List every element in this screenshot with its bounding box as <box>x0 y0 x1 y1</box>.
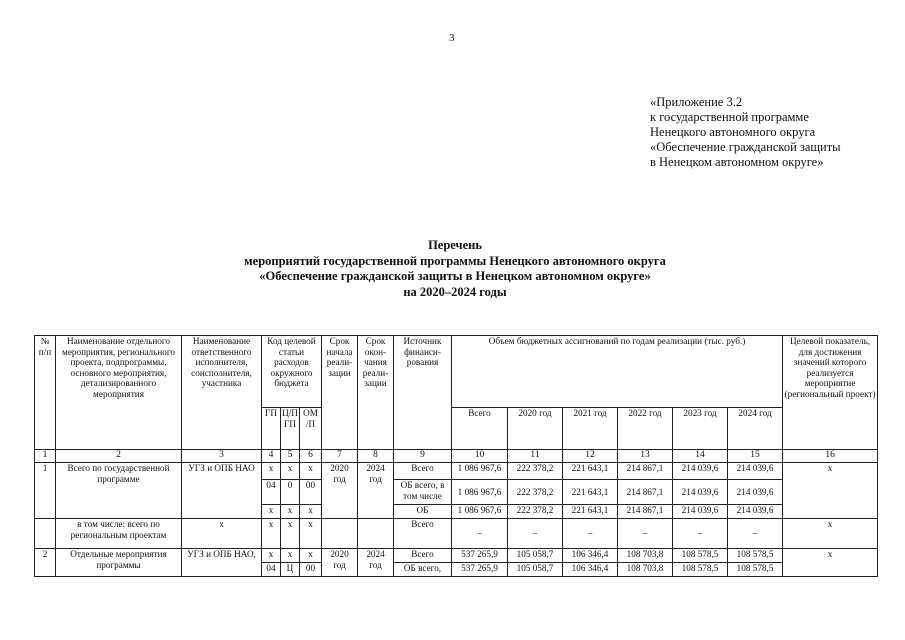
header-om: ОМ /П <box>300 408 322 450</box>
column-number: 14 <box>673 450 728 463</box>
cell-total: – <box>452 519 508 549</box>
row-executor: х <box>182 519 262 549</box>
column-number: 2 <box>56 450 182 463</box>
header-gp: ГП <box>262 408 281 450</box>
column-number: 10 <box>452 450 508 463</box>
column-number: 7 <box>322 450 358 463</box>
cell-2022: 108 703,8 <box>618 549 673 563</box>
cell-2022: 214 867,1 <box>618 480 673 505</box>
row-source: ОБ всего, <box>394 563 452 577</box>
cell-total: 1 086 967,6 <box>452 505 508 519</box>
row-end: 2024 год <box>358 463 394 519</box>
title-line: на 2020–2024 годы <box>403 284 507 299</box>
header-budget: Объем бюджетных ассигнований по годам реализации (тыс. руб.) <box>452 336 783 408</box>
code-cp: х <box>281 549 300 563</box>
table-row <box>35 463 878 480</box>
cell-2020: 105 058,7 <box>508 563 563 577</box>
column-number-row <box>35 450 878 463</box>
code-om: 00 <box>300 563 322 577</box>
column-number: 15 <box>728 450 783 463</box>
row-end: 2024 год <box>358 549 394 577</box>
cell-2023: 214 039,6 <box>673 480 728 505</box>
header-name: Наименование отдельного мероприятия, регионального проекта, подпрограммы, основного мероприятия, детализированного мероприятия <box>56 336 182 450</box>
cell-2022: – <box>618 519 673 549</box>
cell-2020: 222 378,2 <box>508 463 563 480</box>
row-source: Всего <box>394 549 452 563</box>
appendix-line: «Приложение 3.2 <box>650 95 743 109</box>
header-no: № п/п <box>35 336 56 450</box>
column-number: 16 <box>783 450 878 463</box>
code-om: х <box>300 505 322 519</box>
table-row <box>35 519 878 549</box>
code-gp: х <box>262 549 281 563</box>
cell-2022: 214 867,1 <box>618 505 673 519</box>
cell-2023: 108 578,5 <box>673 563 728 577</box>
row-start <box>322 519 358 549</box>
column-number: 3 <box>182 450 262 463</box>
row-indicator: х <box>783 549 878 577</box>
code-om: х <box>300 549 322 563</box>
row-indicator: х <box>783 519 878 549</box>
cell-total: 537 265,9 <box>452 563 508 577</box>
cell-2021: 106 346,4 <box>563 549 618 563</box>
cell-total: 1 086 967,6 <box>452 463 508 480</box>
cell-2021: 106 346,4 <box>563 563 618 577</box>
code-om: х <box>300 519 322 549</box>
row-no: 2 <box>35 549 56 577</box>
header-indicator: Целевой показатель, для достижения значений которого реализуется мероприятие (региональный проект) <box>783 336 878 450</box>
row-executor: УГЗ и ОПБ НАО <box>182 463 262 519</box>
code-gp: х <box>262 519 281 549</box>
cell-2020: 222 378,2 <box>508 480 563 505</box>
cell-2023: 108 578,5 <box>673 549 728 563</box>
row-executor: УГЗ и ОПБ НАО, <box>182 549 262 577</box>
title-line: мероприятий государственной программы Ненецкого автономного округа <box>244 253 666 268</box>
cell-2023: 214 039,6 <box>673 463 728 480</box>
header-2021: 2021 год <box>563 408 618 450</box>
cell-2021: 221 643,1 <box>563 463 618 480</box>
row-start: 2020 год <box>322 463 358 519</box>
header-total: Всего <box>452 408 508 450</box>
cell-2023: 214 039,6 <box>673 505 728 519</box>
column-number: 13 <box>618 450 673 463</box>
cell-2021: 221 643,1 <box>563 480 618 505</box>
header-code: Код целевой статьи расходов окружного бюджета <box>262 336 322 408</box>
row-name: Отдельные мероприятия программы <box>56 549 182 577</box>
row-end <box>358 519 394 549</box>
row-name: Всего по государственной программе <box>56 463 182 519</box>
measures-table <box>34 335 878 577</box>
code-gp: 04 <box>262 480 281 505</box>
cell-total: 1 086 967,6 <box>452 480 508 505</box>
row-name: в том числе: всего по региональным проектам <box>56 519 182 549</box>
header-2020: 2020 год <box>508 408 563 450</box>
code-om: 00 <box>300 480 322 505</box>
column-number: 4 <box>262 450 281 463</box>
header-cp: Ц/П ГП <box>281 408 300 450</box>
code-gp: х <box>262 463 281 480</box>
header-2024: 2024 год <box>728 408 783 450</box>
cell-2021: 221 643,1 <box>563 505 618 519</box>
row-source: ОБ <box>394 505 452 519</box>
column-number: 1 <box>35 450 56 463</box>
row-no <box>35 519 56 549</box>
appendix-line: в Ненецком автономном округе» <box>650 155 824 169</box>
header-executor: Наименование ответственного исполнителя, соисполнителя, участника <box>182 336 262 450</box>
cell-2024: 108 578,5 <box>728 549 783 563</box>
code-cp: х <box>281 519 300 549</box>
column-number: 6 <box>300 450 322 463</box>
column-number: 8 <box>358 450 394 463</box>
code-cp: х <box>281 463 300 480</box>
header-2023: 2023 год <box>673 408 728 450</box>
header-source: Источник финанси-рования <box>394 336 452 450</box>
row-start: 2020 год <box>322 549 358 577</box>
cell-2024: 214 039,6 <box>728 463 783 480</box>
header-2022: 2022 год <box>618 408 673 450</box>
row-source: Всего <box>394 519 452 549</box>
cell-2024: 214 039,6 <box>728 480 783 505</box>
appendix-line: Ненецкого автономного округа <box>650 125 816 139</box>
table-row <box>35 549 878 563</box>
cell-2024: 214 039,6 <box>728 505 783 519</box>
cell-2020: 105 058,7 <box>508 549 563 563</box>
cell-2022: 108 703,8 <box>618 563 673 577</box>
code-cp: Ц <box>281 563 300 577</box>
title-line: Перечень <box>428 238 482 252</box>
title-line: «Обеспечение гражданской защиты в Ненецком автономном округе» <box>259 269 651 283</box>
code-cp: 0 <box>281 480 300 505</box>
row-indicator: х <box>783 463 878 519</box>
column-number: 12 <box>563 450 618 463</box>
cell-2022: 214 867,1 <box>618 463 673 480</box>
row-source: ОБ всего, в том числе <box>394 480 452 505</box>
cell-2024: 108 578,5 <box>728 563 783 577</box>
appendix-note <box>650 95 841 170</box>
column-number: 11 <box>508 450 563 463</box>
cell-total: 537 265,9 <box>452 549 508 563</box>
document-title <box>150 238 760 300</box>
code-gp: 04 <box>262 563 281 577</box>
code-om: х <box>300 463 322 480</box>
column-number: 9 <box>394 450 452 463</box>
cell-2021: – <box>563 519 618 549</box>
row-source: Всего <box>394 463 452 480</box>
row-no: 1 <box>35 463 56 519</box>
cell-2023: – <box>673 519 728 549</box>
cell-2020: – <box>508 519 563 549</box>
header-end: Срок окон-чания реали-зации <box>358 336 394 450</box>
appendix-line: «Обеспечение гражданской защиты <box>650 140 841 154</box>
appendix-line: к государственной программе <box>650 110 809 124</box>
cell-2024: – <box>728 519 783 549</box>
column-number: 5 <box>281 450 300 463</box>
code-cp: х <box>281 505 300 519</box>
cell-2020: 222 378,2 <box>508 505 563 519</box>
header-start: Срок начала реали-зации <box>322 336 358 450</box>
page-number: 3 <box>449 32 455 44</box>
code-gp: х <box>262 505 281 519</box>
